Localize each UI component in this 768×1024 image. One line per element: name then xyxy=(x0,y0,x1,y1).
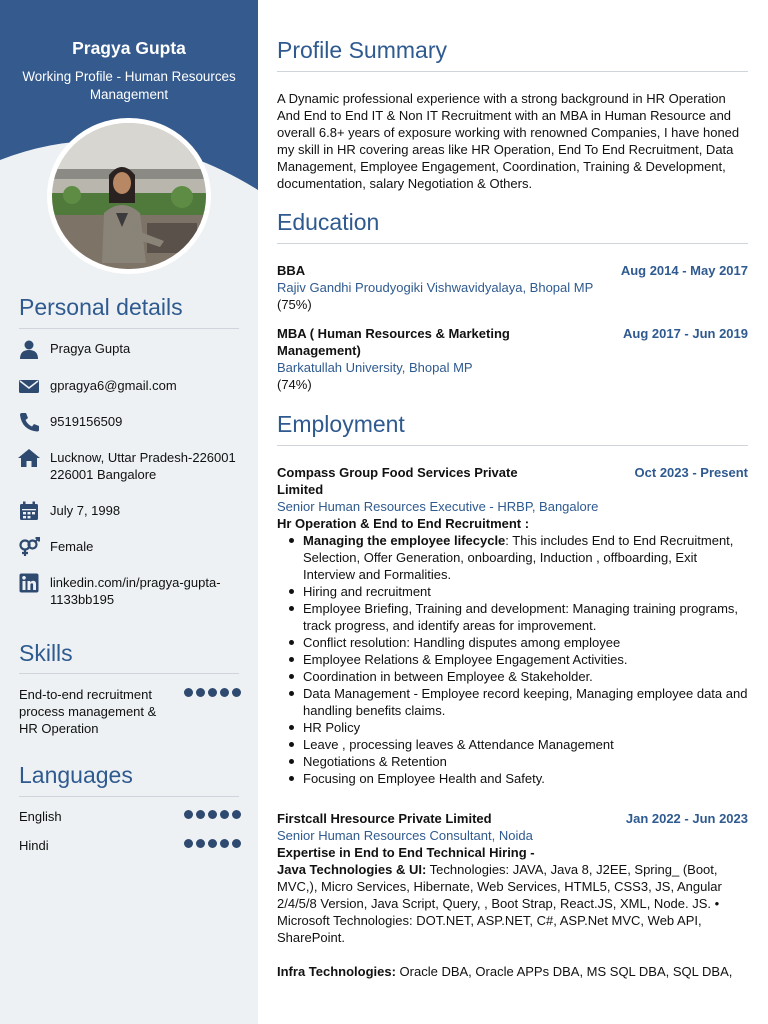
education-entry xyxy=(277,262,748,313)
profile-photo-illustration xyxy=(52,123,206,269)
divider xyxy=(277,243,748,244)
rating-dot xyxy=(232,688,241,697)
rating-dot xyxy=(196,688,205,697)
employment-date: Jan 2022 - Jun 2023 xyxy=(625,811,748,826)
education-score: (75%) xyxy=(277,297,312,312)
employment-responsibilities xyxy=(287,532,748,787)
personal-linkedin[interactable]: linkedin.com/in/pragya-gupta-1133bb195 xyxy=(50,575,221,607)
language-item xyxy=(19,837,241,854)
sidebar xyxy=(0,0,258,1024)
rating-dot xyxy=(184,688,193,697)
list-item: Focusing on Employee Health and Safety. xyxy=(287,770,748,787)
employment-entry xyxy=(277,810,748,980)
personal-birthdate: July 7, 1998 xyxy=(50,503,121,518)
employment-role: Senior Human Resources Consultant, Noida xyxy=(277,828,533,843)
email-icon xyxy=(18,376,40,396)
personal-email[interactable]: gpragya6@gmail.com xyxy=(50,378,177,393)
education-date: Aug 2014 - May 2017 xyxy=(620,263,748,278)
skill-name: End-to-end recruitment process management & HR Operation xyxy=(19,687,157,736)
list-item: Hiring and recruitment xyxy=(287,583,748,600)
rating-dot xyxy=(220,839,229,848)
education-date: Aug 2017 - Jun 2019 xyxy=(623,326,748,341)
rating-dot xyxy=(196,839,205,848)
divider xyxy=(277,71,748,72)
skills-title: Skills xyxy=(19,640,73,666)
gender-icon xyxy=(18,537,40,557)
divider xyxy=(19,673,239,674)
list-item: Employee Relations & Employee Engagement Activities. xyxy=(287,651,748,668)
home-icon xyxy=(18,448,40,468)
languages-title: Languages xyxy=(19,762,133,788)
personal-address: Lucknow, Uttar Pradesh-226001 226001 Bangalore xyxy=(50,450,236,482)
education-school: Barkatullah University, Bhopal MP xyxy=(277,360,473,375)
list-item: Employee Briefing, Training and development: Managing training programs, track progress, and identify areas for improvement. xyxy=(287,600,748,634)
linkedin-icon xyxy=(18,573,40,593)
rating-dot xyxy=(208,810,217,819)
language-name: Hindi xyxy=(19,838,49,853)
personal-email-row xyxy=(18,376,243,396)
list-item: Coordination in between Employee & Stakeholder. xyxy=(287,668,748,685)
rating-dot xyxy=(196,810,205,819)
divider xyxy=(277,445,748,446)
list-item: Data Management - Employee record keeping, Managing employee data and handling benefits claims. xyxy=(287,685,748,719)
rating-dot xyxy=(220,810,229,819)
language-item xyxy=(19,808,241,825)
language-level-dots xyxy=(184,839,241,848)
personal-phone[interactable]: 9519156509 xyxy=(50,414,123,429)
personal-birthdate-row xyxy=(18,501,243,521)
personal-name-row xyxy=(18,339,243,359)
rating-dot xyxy=(232,839,241,848)
list-item: Managing the employee lifecycle: This includes End to End Recruitment, Selection, Offer Generation, onboarding, Induction , offboarding, Exit Interview and Formalities. xyxy=(287,532,748,583)
candidate-tagline: Working Profile - Human Resources Management xyxy=(22,69,236,102)
phone-icon xyxy=(18,412,40,432)
profile-summary-text: A Dynamic professional experience with a strong background in HR Operation And End to End IT & Non IT Recruitment with an MBA in Human Resource and overall 6.8+ years of exposure working with renowned Companies, I have honed my skill in HR covering areas like HR Operation, End To End Recruitment, Data Management, Employee Engagement, Coordination, Training & Development, documentation, salary Negotiation & Others. xyxy=(277,91,740,191)
list-item: Leave , processing leaves & Attendance Management xyxy=(287,736,748,753)
employment-company: Firstcall Hresource Private Limited xyxy=(277,811,492,826)
list-item: HR Policy xyxy=(287,719,748,736)
employment-company: Compass Group Food Services Private Limited xyxy=(277,465,518,497)
skill-level-dots xyxy=(184,688,241,697)
profile-summary-title: Profile Summary xyxy=(277,37,447,63)
list-item: Negotiations & Retention xyxy=(287,753,748,770)
skill-item xyxy=(19,686,241,737)
employment-heading: Expertise in End to End Technical Hiring - xyxy=(277,845,535,860)
personal-gender: Female xyxy=(50,539,94,554)
rating-dot xyxy=(208,839,217,848)
calendar-icon xyxy=(18,501,40,521)
employment-role: Senior Human Resources Executive - HRBP, Bangalore xyxy=(277,499,599,514)
employment-title: Employment xyxy=(277,411,405,437)
personal-name: Pragya Gupta xyxy=(50,341,131,356)
person-icon xyxy=(18,339,40,359)
personal-phone-row xyxy=(18,412,243,432)
personal-details-title: Personal details xyxy=(19,294,183,320)
personal-address-row xyxy=(18,448,243,483)
java-technologies: Java Technologies & UI: Technologies: JAVA, Java 8, J2EE, Spring_ (Boot, MVC,), Micro Services, Hibernate, Web Services, HTML5, CSS3, JS, Angular 2/4/5/8 Version, Java Script, Query, , Boot Strap, React.JS, XML, Node. JS. • Microsoft Technologies: DOT.NET, ASP.NET, C#, ASP.Net MVC, Web API, SharePoint. xyxy=(277,862,722,945)
profile-photo xyxy=(47,118,211,274)
candidate-name: Pragya Gupta xyxy=(72,38,186,58)
education-title: Education xyxy=(277,209,380,235)
personal-linkedin-row xyxy=(18,573,243,608)
rating-dot xyxy=(184,839,193,848)
education-school: Rajiv Gandhi Proudyogiki Vishwavidyalaya, Bhopal MP xyxy=(277,280,594,295)
employment-heading: Hr Operation & End to End Recruitment : xyxy=(277,516,530,531)
employment-entry xyxy=(277,464,748,787)
education-degree: MBA ( Human Resources & Marketing Management) xyxy=(277,326,510,358)
divider xyxy=(19,328,239,329)
language-level-dots xyxy=(184,810,241,819)
language-name: English xyxy=(19,809,62,824)
rating-dot xyxy=(208,688,217,697)
education-score: (74%) xyxy=(277,377,312,392)
personal-gender-row xyxy=(18,537,243,557)
infra-technologies: Infra Technologies: Oracle DBA, Oracle APPs DBA, MS SQL DBA, SQL DBA, xyxy=(277,964,733,979)
rating-dot xyxy=(232,810,241,819)
education-degree: BBA xyxy=(277,263,306,278)
rating-dot xyxy=(220,688,229,697)
list-item: Conflict resolution: Handling disputes among employee xyxy=(287,634,748,651)
education-entry xyxy=(277,325,748,393)
rating-dot xyxy=(184,810,193,819)
divider xyxy=(19,796,239,797)
employment-date: Oct 2023 - Present xyxy=(634,465,748,480)
